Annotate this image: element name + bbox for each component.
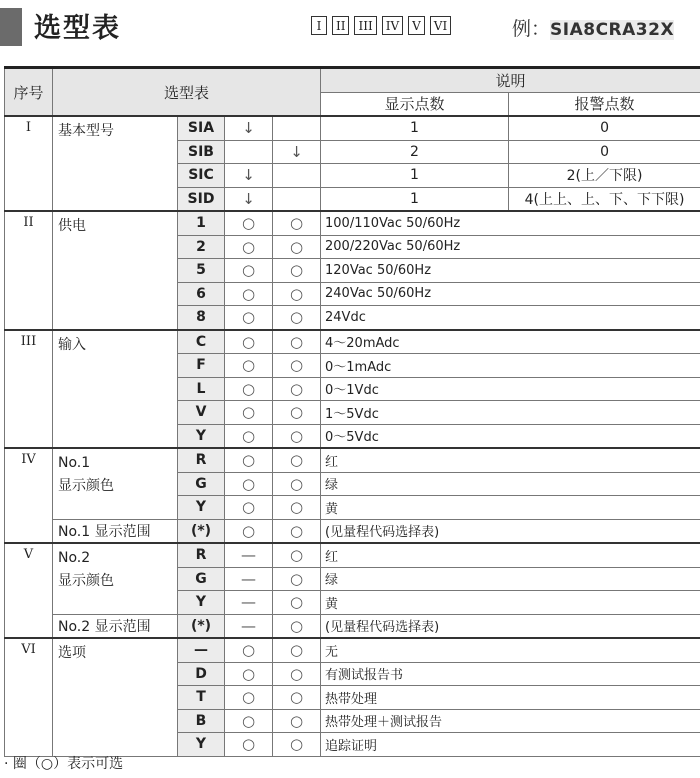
code-cell: SID [178, 187, 225, 211]
display-points-cell: 1 [321, 116, 509, 140]
mark-cell: ○ [225, 662, 273, 686]
section-number: III [5, 330, 53, 449]
code-cell: 8 [178, 306, 225, 330]
example-label: 例： [512, 18, 551, 40]
section-number: VI [5, 638, 53, 756]
code-cell: G [178, 567, 225, 591]
alarm-points-cell: 2(上／下限) [509, 164, 700, 188]
section-number: V [5, 543, 53, 638]
selection-table [4, 69, 700, 757]
section-index-boxes [311, 16, 451, 35]
table-row [5, 211, 700, 235]
mark-cell: ○ [225, 401, 273, 425]
mark-cell: ○ [273, 733, 321, 757]
code-cell: G [178, 472, 225, 496]
roman-box: V [408, 16, 425, 35]
table-row [5, 448, 700, 472]
section-item [53, 116, 178, 211]
mark-cell: ○ [273, 686, 321, 710]
code-cell: Y [178, 591, 225, 615]
table-row [5, 614, 700, 638]
code-cell: V [178, 401, 225, 425]
mark-cell: ○ [273, 662, 321, 686]
code-cell: 2 [178, 235, 225, 259]
code-cell: B [178, 709, 225, 733]
code-cell: SIB [178, 140, 225, 164]
mark-cell [273, 187, 321, 211]
section-item-line: No.1 [58, 455, 91, 471]
title-accent-bar [0, 8, 22, 46]
sub-item: No.1 显示范围 [53, 519, 178, 543]
section-item [53, 330, 178, 449]
description-cell: 100/110Vac 50/60Hz [321, 211, 700, 235]
description-cell: 0～1Vdc [321, 377, 700, 401]
table-row [5, 116, 700, 140]
code-cell: T [178, 686, 225, 710]
table-row [5, 638, 700, 662]
header-seq: 序号 [5, 69, 53, 116]
code-cell: Y [178, 424, 225, 448]
roman-box: IV [382, 16, 403, 35]
description-cell: 有测试报告书 [321, 662, 700, 686]
mark-cell: ○ [225, 259, 273, 283]
code-cell: 1 [178, 211, 225, 235]
code-cell: R [178, 543, 225, 567]
mark-cell: ○ [273, 306, 321, 330]
mark-cell: ↓ [273, 140, 321, 164]
alarm-points-cell: 0 [509, 140, 700, 164]
mark-cell [273, 116, 321, 140]
mark-cell: ○ [225, 686, 273, 710]
display-points-cell: 1 [321, 164, 509, 188]
mark-cell: ↓ [225, 187, 273, 211]
mark-cell: ○ [225, 472, 273, 496]
page-title: 选型表 [34, 13, 121, 44]
alarm-points-cell: 0 [509, 116, 700, 140]
roman-box: I [311, 16, 327, 35]
code-cell: (*) [178, 614, 225, 638]
description-cell: 4～20mAdc [321, 330, 700, 354]
example-code: SIA8CRA32X [550, 20, 675, 40]
display-points-cell: 2 [321, 140, 509, 164]
mark-cell: ○ [273, 211, 321, 235]
mark-cell: ○ [225, 496, 273, 520]
header-table: 选型表 [53, 69, 321, 116]
mark-cell [225, 140, 273, 164]
description-cell: 追踪证明 [321, 733, 700, 757]
mark-cell: ○ [273, 235, 321, 259]
code-cell: SIA [178, 116, 225, 140]
mark-cell [273, 164, 321, 188]
mark-cell: ○ [225, 709, 273, 733]
description-cell: 240Vac 50/60Hz [321, 282, 700, 306]
description-cell: (见量程代码选择表) [321, 519, 700, 543]
example [512, 14, 674, 41]
description-cell: 热带处理＋测试报告 [321, 709, 700, 733]
header-display-points: 显示点数 [321, 92, 509, 116]
description-cell: 200/220Vac 50/60Hz [321, 235, 700, 259]
table-row [5, 519, 700, 543]
section-item [53, 448, 178, 519]
mark-cell: ○ [273, 354, 321, 378]
mark-cell: ○ [225, 282, 273, 306]
mark-cell: ○ [273, 282, 321, 306]
description-cell: 120Vac 50/60Hz [321, 259, 700, 283]
mark-cell: ○ [273, 709, 321, 733]
header-desc: 说明 [321, 69, 700, 92]
mark-cell: ○ [273, 424, 321, 448]
code-cell: 6 [178, 282, 225, 306]
section-number: I [5, 116, 53, 211]
mark-cell: ○ [225, 733, 273, 757]
mark-cell: ○ [225, 306, 273, 330]
mark-cell: ○ [225, 424, 273, 448]
sub-item: No.2 显示范围 [53, 614, 178, 638]
section-number: IV [5, 448, 53, 543]
footnote: · 圈（○）表示可选 [4, 756, 124, 772]
mark-cell: — [225, 543, 273, 567]
alarm-points-cell: 4(上上、上、下、下下限) [509, 187, 700, 211]
section-item [53, 211, 178, 330]
mark-cell: ↓ [225, 116, 273, 140]
section-number: II [5, 211, 53, 330]
mark-cell: ○ [273, 614, 321, 638]
code-cell: R [178, 448, 225, 472]
mark-cell: ○ [273, 448, 321, 472]
mark-cell: — [225, 567, 273, 591]
code-cell: (*) [178, 519, 225, 543]
description-cell: (见量程代码选择表) [321, 614, 700, 638]
description-cell: 0～5Vdc [321, 424, 700, 448]
description-cell: 红 [321, 543, 700, 567]
mark-cell: ↓ [225, 164, 273, 188]
mark-cell: ○ [273, 543, 321, 567]
description-cell: 绿 [321, 472, 700, 496]
mark-cell: ○ [273, 330, 321, 354]
mark-cell: ○ [273, 377, 321, 401]
mark-cell: ○ [225, 235, 273, 259]
code-cell: SIC [178, 164, 225, 188]
roman-box: III [354, 16, 376, 35]
description-cell: 黄 [321, 496, 700, 520]
section-item-line: 输入 [58, 336, 86, 353]
description-cell: 黄 [321, 591, 700, 615]
mark-cell: ○ [273, 567, 321, 591]
roman-box: VI [430, 16, 451, 35]
mark-cell: ○ [225, 330, 273, 354]
display-points-cell: 1 [321, 187, 509, 211]
mark-cell: ○ [225, 448, 273, 472]
mark-cell: — [225, 614, 273, 638]
section-item-line: 选项 [58, 645, 86, 661]
code-cell: F [178, 354, 225, 378]
description-cell: 红 [321, 448, 700, 472]
mark-cell: ○ [225, 211, 273, 235]
roman-box: II [332, 16, 349, 35]
code-cell: — [178, 638, 225, 662]
description-cell: 0～1mAdc [321, 354, 700, 378]
mark-cell: ○ [225, 638, 273, 662]
section-item-line: No.2 [58, 550, 91, 566]
code-cell: Y [178, 733, 225, 757]
mark-cell: ○ [273, 519, 321, 543]
mark-cell: ○ [225, 519, 273, 543]
code-cell: L [178, 377, 225, 401]
description-cell: 24Vdc [321, 306, 700, 330]
section-item-line: 基本型号 [58, 123, 114, 139]
mark-cell: ○ [273, 472, 321, 496]
section-item-line: 显示颜色 [58, 573, 114, 589]
description-cell: 无 [321, 638, 700, 662]
mark-cell: ○ [273, 496, 321, 520]
section-item-line: 显示颜色 [58, 478, 114, 494]
table-row [5, 543, 700, 567]
mark-cell: ○ [273, 638, 321, 662]
section-item-line: 供电 [58, 218, 86, 234]
code-cell: C [178, 330, 225, 354]
mark-cell: ○ [225, 377, 273, 401]
section-item [53, 543, 178, 614]
description-cell: 热带处理 [321, 686, 700, 710]
header-alarm-points: 报警点数 [509, 92, 700, 116]
mark-cell: — [225, 591, 273, 615]
description-cell: 1～5Vdc [321, 401, 700, 425]
code-cell: Y [178, 496, 225, 520]
code-cell: 5 [178, 259, 225, 283]
mark-cell: ○ [273, 401, 321, 425]
mark-cell: ○ [273, 259, 321, 283]
table-row [5, 330, 700, 354]
mark-cell: ○ [225, 354, 273, 378]
code-cell: D [178, 662, 225, 686]
section-item [53, 638, 178, 756]
mark-cell: ○ [273, 591, 321, 615]
description-cell: 绿 [321, 567, 700, 591]
